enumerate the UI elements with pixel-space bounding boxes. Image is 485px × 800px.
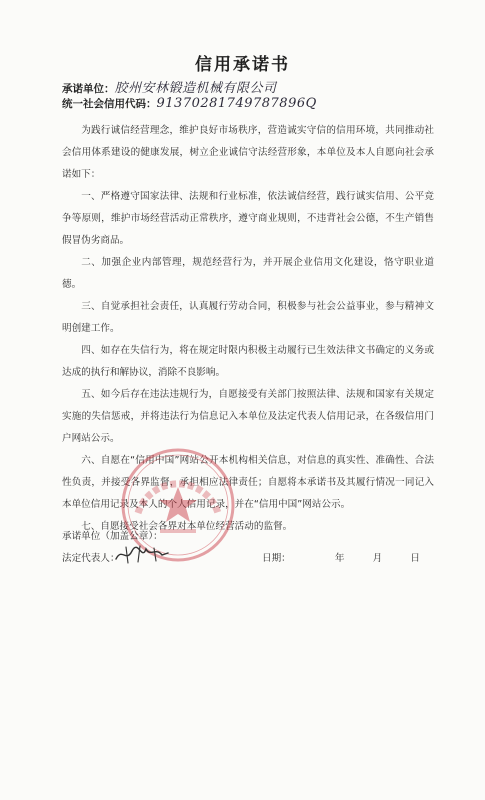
- signing-unit-line: 承诺单位（加盖公章）：: [62, 531, 163, 542]
- commitment-item-5: 五、如今后存在违法违规行为，自愿接受有关部门按照法律、法规和国家有关规定实施的失信惩戒，并将违法行为信息记入本单位及法定代表人信用记录，在各级信用门户网站公示。: [62, 389, 434, 444]
- commitment-item-3: 三、自觉承担社会责任，认真履行劳动合同，积极参与社会公益事业，参与精神文明创建工作。: [62, 301, 434, 334]
- committing-unit-label: 承诺单位：: [62, 83, 115, 95]
- date-month-label: 月: [372, 553, 383, 564]
- legal-representative-line: 法定代表人：: [62, 553, 120, 564]
- credit-code-value: 91370281749787896Q: [156, 96, 317, 111]
- commitment-item-1: 一、严格遵守国家法律、法规和行业标准，依法诚信经营，践行诚实信用、公平竞争等原则，维护市场经营活动正常秩序，遵守商业规则，不违背社会公德，不生产销售假冒伪劣商品。: [62, 191, 434, 246]
- commitment-item-4: 四、如存在失信行为，将在规定时限内积极主动履行已生效法律文书确定的义务或达成的执行和解协议，消除不良影响。: [62, 345, 434, 378]
- date-label: 日期：: [262, 553, 291, 564]
- credit-code-label: 统一社会信用代码：: [62, 98, 157, 110]
- date-line: [262, 550, 420, 564]
- commitment-item-6: 六、自愿在“信用中国”网站公开本机构相关信息，对信息的真实性、准确性、合法性负责，并接受各界监督，承担相应法律责任；自愿将本承诺书及其履行情况一同记入本单位信用记录及本人的个人信用记录，并在“信用中国”网站公示。: [62, 455, 434, 510]
- handwritten-signature: [112, 541, 172, 567]
- document-title: 信用承诺书: [195, 55, 290, 75]
- committing-unit-name: 胶州安林锻造机械有限公司: [114, 81, 277, 96]
- date-day-label: 日: [410, 553, 420, 564]
- credit-code-line: [62, 96, 317, 111]
- intro-paragraph: 为践行诚信经营理念，维护良好市场秩序，营造诚实守信的信用环境，共同推动社会信用体系建设的健康发展，树立企业诚信守法经营形象，本单位及本人自愿向社会承诺如下：: [62, 125, 434, 180]
- committing-unit-line: [62, 77, 277, 96]
- date-year-label: 年: [334, 553, 345, 564]
- commitment-item-2: 二、加强企业内部管理，规范经营行为，并开展企业信用文化建设，恪守职业道德。: [62, 257, 434, 290]
- commitment-body: [62, 120, 434, 538]
- commitment-item-7: 七、自愿接受社会各界对本单位经营活动的监督。: [81, 521, 293, 532]
